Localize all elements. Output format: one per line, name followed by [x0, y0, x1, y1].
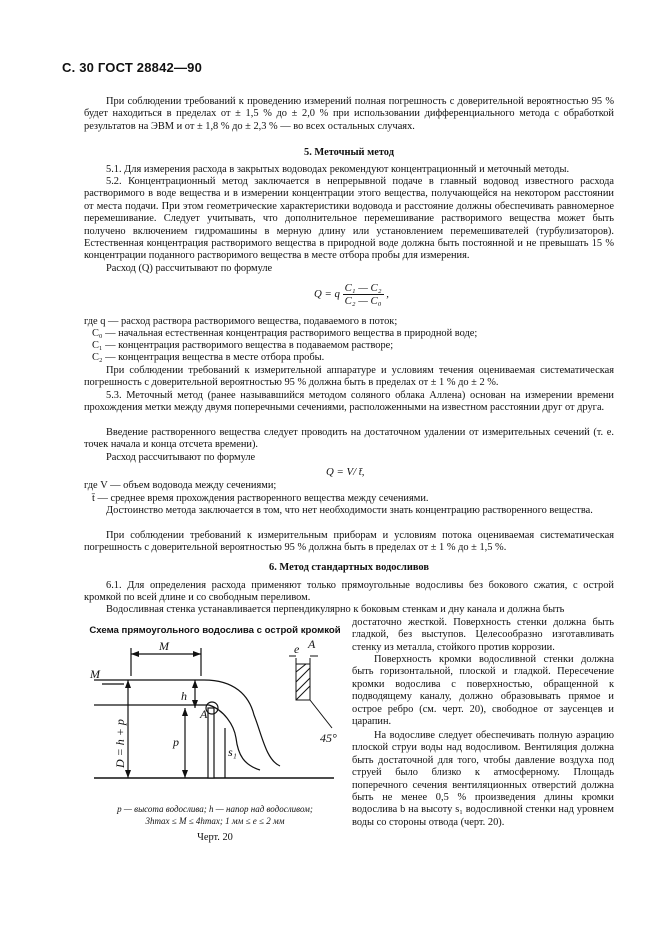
section-5-title: 5. Меточный метод	[304, 147, 394, 158]
formula-1-fraction	[343, 282, 384, 307]
label-a-diagram: A	[200, 707, 208, 721]
where-2-t: t̄ — среднее время прохождения растворенного вещества между сечениями.	[92, 493, 429, 504]
label-e: e	[294, 642, 300, 656]
label-s1: s₁	[228, 745, 237, 759]
nappe-lower	[209, 705, 260, 770]
figure-title: Схема прямоугольного водослива с острой кромкой	[89, 625, 341, 636]
injection-paragraph: Введение растворенного вещества следует проводить на достаточном удалении от измерительных сечений (т. е. точек начала и конца отсчета времени).	[84, 427, 614, 451]
paragraph-5-2: 5.2. Концентрационный метод заключается в непрерывной подаче в главный водовод известного расхода растворимого в воде вещества и в измерении концентрации этого вещества, получающейся на некотором расстоянии от места подачи. При этом геометрические характеристики водовода и расстояние должны обеспечивать равномерное перемешивание. Следует учитывать, что дополнительное перемешивание растворимого вещества может быть получено включением гидромашины в мерную длину или установлением перемешивателей (турбулизаторов). Естественная концентрация растворимого вещества в природной воде должна быть постоянной и не превышать 15 % концентрации поданного растворимого вещества в месте отбора пробы для измерения.	[84, 176, 614, 262]
right-column-paragraph-2: Поверхность кромки водосливной стенки должна быть горизонтальной, плоской и гладкой. Пересечение кромки водослива с поверхностью, обращенной к подводящему каналу, должно образовывать прямое и острое ребро (см. черт. 20), свободное от заусенцев и царапин.	[352, 654, 614, 728]
advantage-paragraph: Достоинство метода заключается в том, что нет необходимости знать концентрацию растворенного вещества.	[106, 505, 593, 516]
formula-1	[314, 282, 389, 307]
section-6-title: 6. Метод стандартных водосливов	[269, 562, 429, 573]
label-angle: 45°	[320, 731, 337, 745]
formula-2-intro: Расход рассчитывают по формуле	[106, 452, 256, 463]
paragraph-5-3: 5.3. Меточный метод (ранее называвшийся методом соляного облака Аллена) основан на измерении времени прохождения метки между двумя поперечными сечениями, расположенными на известном расстоянии друг от друга.	[84, 390, 614, 414]
label-p: p	[173, 735, 179, 749]
intro-paragraph: При соблюдении требований к проведению измерений полная погрешность с доверительной вероятностью 95 % будет находиться в пределах от ± 1,5 % до ± 2,0 % при использовании дифференциального метода с обработкой результатов на ЭВМ и от ± 1,8 % до ± 2,3 % — во всех остальных случаях.	[84, 96, 614, 132]
paragraph-5-1: 5.1. Для измерения расхода в закрытых водоводах рекомендуют концентрационный и меточный методы.	[106, 164, 570, 175]
figure-caption-line-2: 3hmax ≤ M ≤ 4hmax; 1 мм ≤ e ≤ 2 мм	[145, 816, 285, 826]
formula-1-intro: Расход (Q) рассчитывают по формуле	[106, 263, 273, 274]
right-column-paragraph-1: достаточно жесткой. Поверхность стенки должна быть гладкой, без выступов. Целесообразно изготавливать стенку из металла, стойкого против коррозии.	[352, 617, 614, 653]
label-m-left: M	[90, 667, 100, 681]
error-paragraph-1: При соблюдении требований к измерительной аппаратуре и условиям течения оцениваемая систематическая погрешность с доверительной вероятностью 95 % должна быть в пределах от ± 1 % до ± 2 %.	[84, 365, 614, 389]
nappe-upper	[204, 680, 280, 766]
page-header: С. 30 ГОСТ 28842—90	[62, 60, 203, 75]
label-h: h	[181, 689, 187, 703]
weir-wall-paragraph-start: Водосливная стенка устанавливается перпендикулярно к боковым стенкам и дну канала и должна быть	[106, 604, 565, 615]
figure-number: Черт. 20	[197, 832, 233, 843]
bevel-line	[310, 700, 332, 728]
label-depth: D = h + p	[113, 719, 127, 768]
paragraph-6-1: 6.1. Для определения расхода применяют только прямоугольные водосливы без бокового сжатия, с острой кромкой по всей длине и со свободным переливом.	[84, 580, 614, 604]
where-1-c0: C₀ — начальная естественная концентрация растворимого вещества в природной воде;	[92, 328, 478, 339]
formula-1-tail: ,	[386, 287, 389, 300]
formula-2: Q = V/ t̄,	[326, 466, 365, 478]
label-a-detail: A	[308, 640, 316, 651]
formula-1-denominator: C₂ — C₀	[344, 295, 382, 307]
figure-caption-line-1: p — высота водослива; h — напор над водосливом;	[117, 804, 313, 814]
weir-plate	[208, 708, 214, 778]
where-2-v: где V — объем водовода между сечениями;	[84, 480, 277, 491]
where-1-q: где q — расход раствора растворимого вещества, подаваемого в поток;	[84, 316, 398, 327]
formula-1-numerator: C₁ — C₂	[344, 282, 382, 294]
formula-1-lhs: Q = q	[314, 287, 340, 300]
where-1-c1: C₁ — концентрация растворимого вещества в подаваемом растворе;	[92, 340, 394, 351]
label-m: M	[159, 640, 169, 653]
where-1-c2: C₂ — концентрация вещества в месте отбора пробы.	[92, 352, 325, 363]
weir-diagram	[84, 640, 350, 798]
right-column-paragraph-3: На водосливе следует обеспечивать полную аэрацию плоской струи воды над водосливом. Вентиляция должна быть достаточной для того, чтобы давление воздуха под струей было близко к атмосферному. Площадь поперечного сечения вентиляционных отверстий должна быть не менее 0,5 % произведения длины кромки водослива b на высоту s₁ водосливной стенки над уровнем воды со стороны отвода (черт. 20).	[352, 730, 614, 828]
error-paragraph-2: При соблюдении требований к измерительным приборам и условиям потока оцениваемая систематическая погрешность с доверительной вероятностью 95 % должна быть в пределах от ± 1 % до ± 1,5 %.	[84, 530, 614, 554]
